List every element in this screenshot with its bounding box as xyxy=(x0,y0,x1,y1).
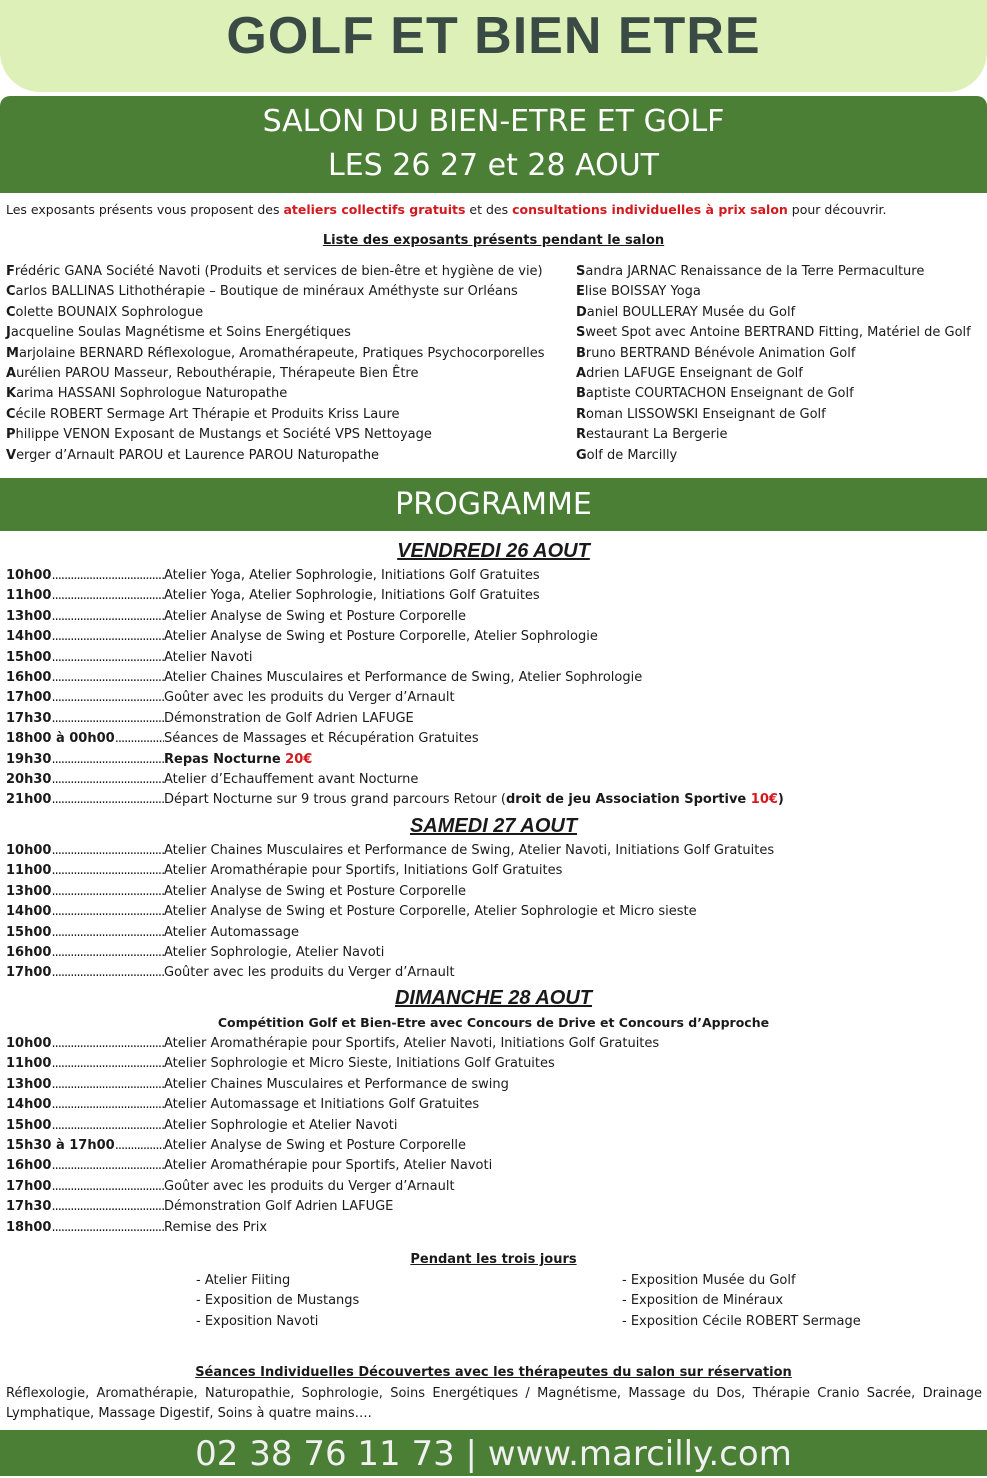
initial-letter: P xyxy=(6,427,16,443)
activity-label: Atelier Aromathérapie pour Sportifs, Atelier Navoti, Initiations Golf Gratuites xyxy=(164,1036,660,1051)
initial-letter: E xyxy=(576,284,585,300)
initial-letter: A xyxy=(576,365,587,381)
time-label: 21h00 ..... xyxy=(6,790,164,810)
repas-label: Repas Nocturne xyxy=(164,751,286,767)
schedule-row xyxy=(6,1054,659,1074)
time-label: 11h00 ..... xyxy=(6,1054,164,1074)
schedule-row xyxy=(6,607,642,627)
activity-label: Atelier Aromathérapie pour Sportifs, Atelier Navoti xyxy=(164,1158,493,1174)
schedule-row xyxy=(6,770,784,790)
dimanche-competition: Compétition Golf et Bien-Etre avec Concours de Drive et Concours d’Approche xyxy=(217,1015,770,1030)
activity-label xyxy=(164,790,784,810)
time-label: 16h00 ..... xyxy=(6,1156,164,1176)
time-label: 18h00 à 00h00 ..... xyxy=(6,729,164,749)
initial-letter: C xyxy=(6,304,16,320)
time-label: 11h00 ..... xyxy=(6,586,164,606)
intro-part: Les exposants présents vous proposent des xyxy=(6,202,284,217)
activity-label: Atelier Sophrologie et Atelier Navoti xyxy=(164,1117,398,1133)
list-item: - Exposition Cécile ROBERT Sermage xyxy=(622,1313,861,1329)
time-label: 14h00 ..... xyxy=(6,1095,164,1115)
schedule-vendredi-extra xyxy=(6,750,784,811)
initial-letter: R xyxy=(576,406,587,422)
initial-letter: J xyxy=(6,325,11,341)
schedule-row xyxy=(6,1034,659,1054)
salon-header xyxy=(0,96,987,193)
list-item: Sandra JARNAC Renaissance de la Terre Permaculture xyxy=(576,264,925,279)
initial-letter: B xyxy=(576,345,586,361)
time-label: 17h00 ..... xyxy=(6,688,164,708)
schedule-vendredi xyxy=(6,566,642,750)
time-label: 11h00 ..... xyxy=(6,861,164,881)
footer-band xyxy=(0,1430,987,1476)
time-label: 13h00 ..... xyxy=(6,882,164,902)
schedule-row xyxy=(6,1095,659,1115)
list-item: Jacqueline Soulas Magnétisme et Soins Energétiques xyxy=(6,325,351,341)
list-item: Verger d’Arnault PAROU et Laurence PAROU Naturopathe xyxy=(6,447,380,463)
activity-label: Atelier Sophrologie, Atelier Navoti xyxy=(164,944,385,960)
schedule-row xyxy=(6,729,642,749)
activity-label: Goûter avec les produits du Verger d’Arnault xyxy=(164,965,455,981)
schedule-row xyxy=(6,586,642,606)
list-item: Cécile ROBERT Sermage Art Thérapie et Produits Kriss Laure xyxy=(6,406,400,422)
initial-letter: M xyxy=(6,345,19,361)
activity-label: Atelier Analyse de Swing et Posture Corporelle, Atelier Sophrologie et Micro sieste xyxy=(164,904,697,920)
activity-label: Démonstration Golf Adrien LAFUGE xyxy=(164,1199,394,1215)
activity-label: Atelier Analyse de Swing et Posture Corporelle, Atelier Sophrologie xyxy=(164,629,598,645)
schedule-row xyxy=(6,1136,659,1156)
schedule-row xyxy=(6,668,642,688)
time-label: 13h00 ..... xyxy=(6,607,164,627)
initial-letter: B xyxy=(576,386,586,402)
schedule-row xyxy=(6,688,642,708)
salon-dates: LES 26 27 et 28 AOUT xyxy=(327,148,660,183)
schedule-row xyxy=(6,1197,659,1217)
schedule-row xyxy=(6,902,774,922)
initial-letter: C xyxy=(6,406,16,422)
list-item: - Exposition de Mustangs xyxy=(196,1293,360,1309)
activity-label: Goûter avec les produits du Verger d’Arnault xyxy=(164,1178,455,1194)
time-label: 15h30 à 17h00 ..... xyxy=(6,1136,164,1156)
initial-letter: V xyxy=(6,447,17,463)
time-label: 17h00 ..... xyxy=(6,963,164,983)
list-item: Aurélien PAROU Masseur, Rebouthérapie, Thérapeute Bien Être xyxy=(6,365,419,381)
intro-part: pour découvrir. xyxy=(787,202,887,217)
list-item: Daniel BOULLERAY Musée du Golf xyxy=(576,304,796,320)
schedule-dimanche xyxy=(6,1034,659,1238)
schedule-row xyxy=(6,1218,659,1238)
list-item: Philippe VENON Exposant de Mustangs et Société VPS Nettoyage xyxy=(6,427,432,443)
day-title-dimanche: DIMANCHE 28 AOUT xyxy=(394,987,593,1009)
intro-part: et des xyxy=(465,202,513,217)
list-item: - Exposition de Minéraux xyxy=(622,1293,784,1309)
activity-label: Atelier Chaines Musculaires et Performance de swing xyxy=(164,1076,509,1092)
time-label: 13h00 ..... xyxy=(6,1075,164,1095)
schedule-row xyxy=(6,943,774,963)
time-label: 10h00 ..... xyxy=(6,1034,164,1054)
trois-jours-left xyxy=(196,1271,359,1332)
intro-highlight-ateliers: ateliers collectifs gratuits xyxy=(283,202,466,217)
schedule-row xyxy=(6,1156,659,1176)
list-item: Sweet Spot avec Antoine BERTRAND Fitting, Matériel de Golf xyxy=(576,325,971,341)
time-label: 10h00 ..... xyxy=(6,566,164,586)
time-label: 20h30 ..... xyxy=(6,770,164,790)
initial-letter: K xyxy=(6,386,17,402)
list-item: - Atelier Fiiting xyxy=(196,1273,291,1288)
schedule-row xyxy=(6,790,784,810)
depart-bold: droit de jeu Association Sportive xyxy=(505,792,751,808)
initial-letter: D xyxy=(576,304,587,320)
list-item: - Exposition Musée du Golf xyxy=(622,1273,796,1288)
activity-label: Atelier Analyse de Swing et Posture Corporelle xyxy=(164,608,466,624)
exposants-left-list xyxy=(6,262,544,466)
depart-close: ) xyxy=(777,792,784,808)
list-item: Colette BOUNAIX Sophrologue xyxy=(6,304,204,320)
activity-label: Atelier Yoga, Atelier Sophrologie, Initiations Golf Gratuites xyxy=(164,588,540,604)
activity-label xyxy=(164,750,312,770)
schedule-row xyxy=(6,750,784,770)
schedule-row xyxy=(6,923,774,943)
schedule-row xyxy=(6,566,642,586)
activity-label: Atelier Automassage et Initiations Golf Gratuites xyxy=(164,1097,480,1113)
activity-label: Atelier Yoga, Atelier Sophrologie, Initiations Golf Gratuites xyxy=(164,568,540,583)
salon-title: SALON DU BIEN-ETRE ET GOLF xyxy=(262,104,725,139)
activity-label: Séances de Massages et Récupération Gratuites xyxy=(164,731,479,747)
activity-label: Atelier Sophrologie et Micro Sieste, Initiations Golf Gratuites xyxy=(164,1056,555,1072)
schedule-row xyxy=(6,1075,659,1095)
intro-highlight-consultations: consultations individuelles à prix salon xyxy=(512,202,788,217)
schedule-row xyxy=(6,1116,659,1136)
depart-text: Départ Nocturne sur 9 trous grand parcours Retour ( xyxy=(164,792,506,808)
list-item: Karima HASSANI Sophrologue Naturopathe xyxy=(6,386,288,402)
activity-label: Remise des Prix xyxy=(164,1219,268,1235)
time-label: 15h00 ..... xyxy=(6,648,164,668)
activity-label: Atelier Chaines Musculaires et Performance de Swing, Atelier Navoti, Initiations Golf Gratuites xyxy=(164,843,775,858)
intro-text xyxy=(6,202,886,218)
schedule-row xyxy=(6,861,774,881)
initial-letter: G xyxy=(576,447,587,463)
list-item: Baptiste COURTACHON Enseignant de Golf xyxy=(576,386,854,402)
activity-label: Atelier Chaines Musculaires et Performance de Swing, Atelier Sophrologie xyxy=(164,669,643,685)
initial-letter: A xyxy=(6,365,17,381)
time-label: 19h30 ..... xyxy=(6,750,164,770)
list-item: Elise BOISSAY Yoga xyxy=(576,284,701,300)
time-label: 14h00 ..... xyxy=(6,902,164,922)
time-label: 15h00 ..... xyxy=(6,923,164,943)
initial-letter: R xyxy=(576,427,587,443)
schedule-row xyxy=(6,841,774,861)
time-label: 16h00 ..... xyxy=(6,668,164,688)
schedule-row xyxy=(6,1177,659,1197)
activity-label: Atelier Analyse de Swing et Posture Corporelle xyxy=(164,1137,466,1153)
initial-letter: S xyxy=(576,264,586,279)
initial-letter: S xyxy=(576,325,586,341)
top-banner xyxy=(0,0,987,92)
day-title-vendredi: VENDREDI 26 AOUT xyxy=(397,540,590,562)
initial-letter: F xyxy=(6,264,15,279)
schedule-row xyxy=(6,648,642,668)
list-item: - Exposition Navoti xyxy=(196,1313,319,1329)
initial-letter: C xyxy=(6,284,16,300)
schedule-samedi xyxy=(6,841,774,984)
activity-label: Atelier Navoti xyxy=(164,649,253,665)
list-item: Frédéric GANA Société Navoti (Produits et services de bien-être et hygiène de vie) xyxy=(6,264,543,279)
day-title-samedi: SAMEDI 27 AOUT xyxy=(409,815,578,837)
seances-title: Séances Individuelles Découvertes avec les thérapeutes du salon sur réservation xyxy=(195,1365,792,1380)
list-item: Carlos BALLINAS Lithothérapie – Boutique de minéraux Améthyste sur Orléans xyxy=(6,284,518,300)
time-label: 17h00 ..... xyxy=(6,1177,164,1197)
time-label: 16h00 ..... xyxy=(6,943,164,963)
activity-label: Goûter avec les produits du Verger d’Arnault xyxy=(164,690,455,706)
schedule-row xyxy=(6,709,642,729)
exposants-title: Liste des exposants présents pendant le salon xyxy=(322,233,665,248)
page-title: GOLF ET BIEN ETRE xyxy=(226,7,761,65)
list-item: Bruno BERTRAND Bénévole Animation Golf xyxy=(576,345,856,361)
schedule-row xyxy=(6,963,774,983)
activity-label: Atelier Automassage xyxy=(164,924,300,940)
time-label: 14h00 ..... xyxy=(6,627,164,647)
exposants-right-list xyxy=(576,262,971,466)
time-label: 17h30 ..... xyxy=(6,709,164,729)
trois-jours-right xyxy=(622,1271,861,1332)
repas-price: 20€ xyxy=(285,751,313,767)
list-item: Marjolaine BERNARD Réflexologue, Aromathérapeute, Pratiques Psychocorporelles xyxy=(6,345,545,361)
depart-price: 10€ xyxy=(750,792,778,808)
time-label: 17h30 ..... xyxy=(6,1197,164,1217)
seances-text: Réflexologie, Aromathérapie, Naturopathie, Sophrologie, Soins Energétiques / Magnétisme, Massage du Dos, Thérapie Cranio Sacrée, Drainage Lymphatique, Massage Digestif, Soins à quatre mains…. xyxy=(6,1386,982,1422)
list-item: Restaurant La Bergerie xyxy=(576,427,728,443)
list-item: Roman LISSOWSKI Enseignant de Golf xyxy=(576,406,826,422)
schedule-row xyxy=(6,627,642,647)
activity-label: Atelier d’Echauffement avant Nocturne xyxy=(164,771,419,787)
list-item: Adrien LAFUGE Enseignant de Golf xyxy=(576,365,803,381)
programme-title: PROGRAMME xyxy=(395,487,592,522)
footer-contact: 02 38 76 11 73 | www.marcilly.com xyxy=(195,1434,792,1474)
trois-jours-title: Pendant les trois jours xyxy=(410,1252,577,1267)
activity-label: Démonstration de Golf Adrien LAFUGE xyxy=(164,710,414,726)
time-label: 10h00 ..... xyxy=(6,841,164,861)
time-label: 18h00 ..... xyxy=(6,1218,164,1238)
list-item: Golf de Marcilly xyxy=(576,447,678,463)
schedule-row xyxy=(6,882,774,902)
time-label: 15h00 ..... xyxy=(6,1116,164,1136)
programme-header xyxy=(0,478,987,531)
activity-label: Atelier Aromathérapie pour Sportifs, Initiations Golf Gratuites xyxy=(164,863,563,879)
activity-label: Atelier Analyse de Swing et Posture Corporelle xyxy=(164,883,466,899)
